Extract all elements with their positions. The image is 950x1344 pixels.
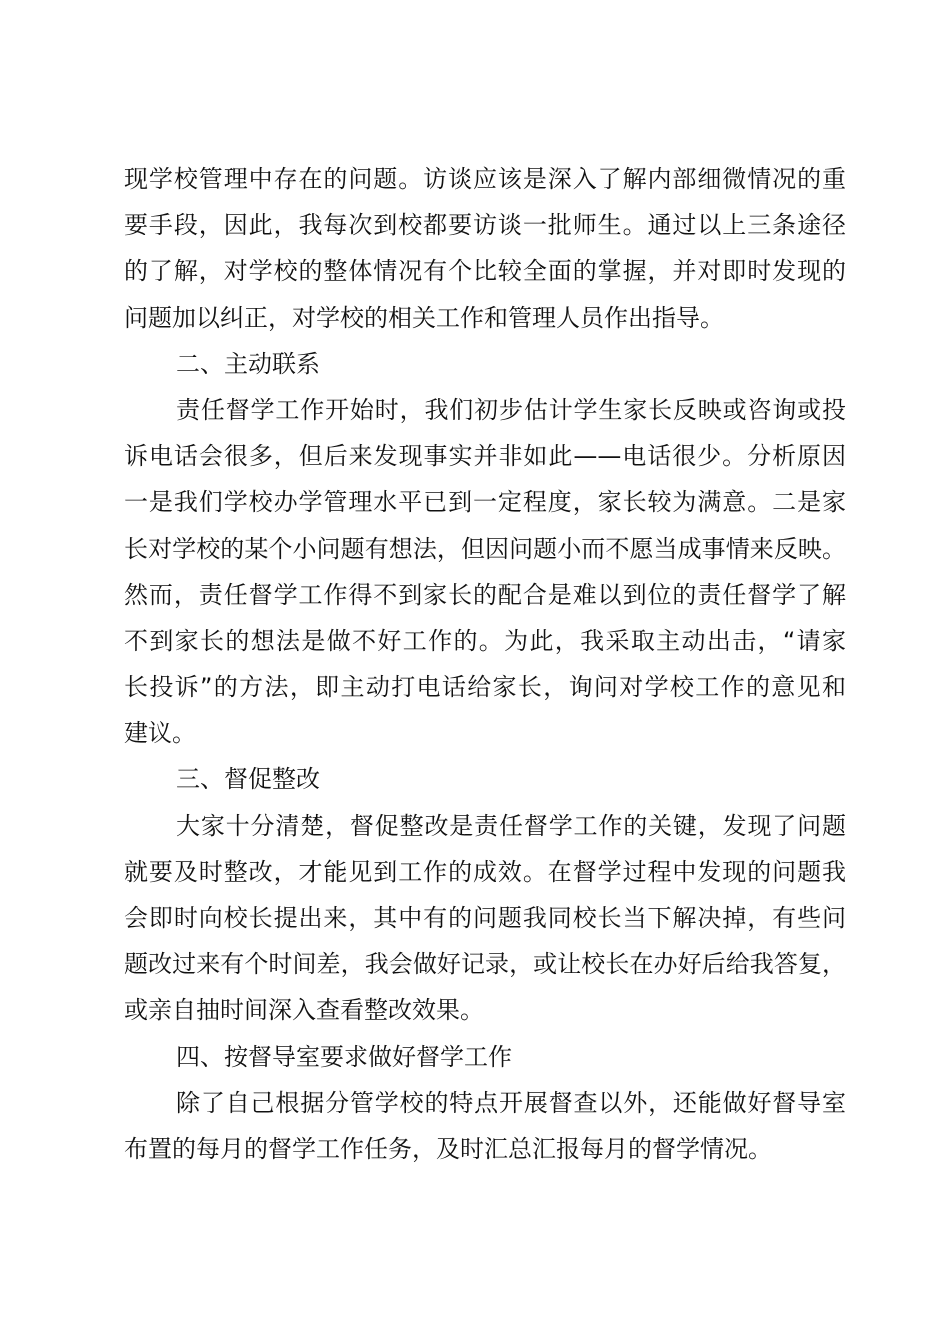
document-body <box>124 156 846 1172</box>
paragraph-line: 的了解，对学校的整体情况有个比较全面的掌握，并对即时发现的 <box>124 257 846 286</box>
paragraph-line: 要手段，因此，我每次到校都要访谈一批师生。通过以上三条途径 <box>124 211 846 240</box>
paragraph-line: 责任督学工作开始时，我们初步估计学生家长反映或咨询或投 <box>176 395 846 424</box>
paragraph-line: 或亲自抽时间深入查看整改效果。 <box>124 996 484 1025</box>
paragraph-line: 长投诉”的方法，即主动打电话给家长，询问对学校工作的意见和 <box>124 673 846 702</box>
paragraph-line: 然而，责任督学工作得不到家长的配合是难以到位的责任督学了解 <box>124 580 846 609</box>
paragraph-line: 一是我们学校办学管理水平已到一定程度，家长较为满意。二是家 <box>124 488 846 517</box>
section-heading-3: 三、督促整改 <box>176 765 320 794</box>
paragraph-line: 建议。 <box>124 719 196 748</box>
paragraph-line: 现学校管理中存在的问题。访谈应该是深入了解内部细微情况的重 <box>124 165 846 193</box>
paragraph-line: 不到家长的想法是做不好工作的。为此，我采取主动出击，“请家 <box>124 626 846 655</box>
paragraph-line: 大家十分清楚，督促整改是责任督学工作的关键，发现了问题 <box>176 811 846 840</box>
paragraph-line: 除了自己根据分管学校的特点开展督查以外，还能做好督导室 <box>176 1088 846 1117</box>
section-heading-2: 二、主动联系 <box>176 349 320 378</box>
paragraph-line: 就要及时整改，才能见到工作的成效。在督学过程中发现的问题我 <box>124 857 846 886</box>
section-heading-4: 四、按督导室要求做好督学工作 <box>176 1042 512 1071</box>
paragraph-line: 问题加以纠正，对学校的相关工作和管理人员作出指导。 <box>124 303 724 332</box>
paragraph-line: 题改过来有个时间差，我会做好记录，或让校长在办好后给我答复， <box>124 950 846 979</box>
paragraph-line: 诉电话会很多，但后来发现事实并非如此——电话很少。分析原因 <box>124 442 846 471</box>
paragraph-line: 布置的每月的督学工作任务，及时汇总汇报每月的督学情况。 <box>124 1134 772 1163</box>
paragraph-line: 长对学校的某个小问题有想法，但因问题小而不愿当成事情来反映。 <box>124 534 846 563</box>
paragraph-line: 会即时向校长提出来，其中有的问题我同校长当下解决掉，有些问 <box>124 904 846 932</box>
